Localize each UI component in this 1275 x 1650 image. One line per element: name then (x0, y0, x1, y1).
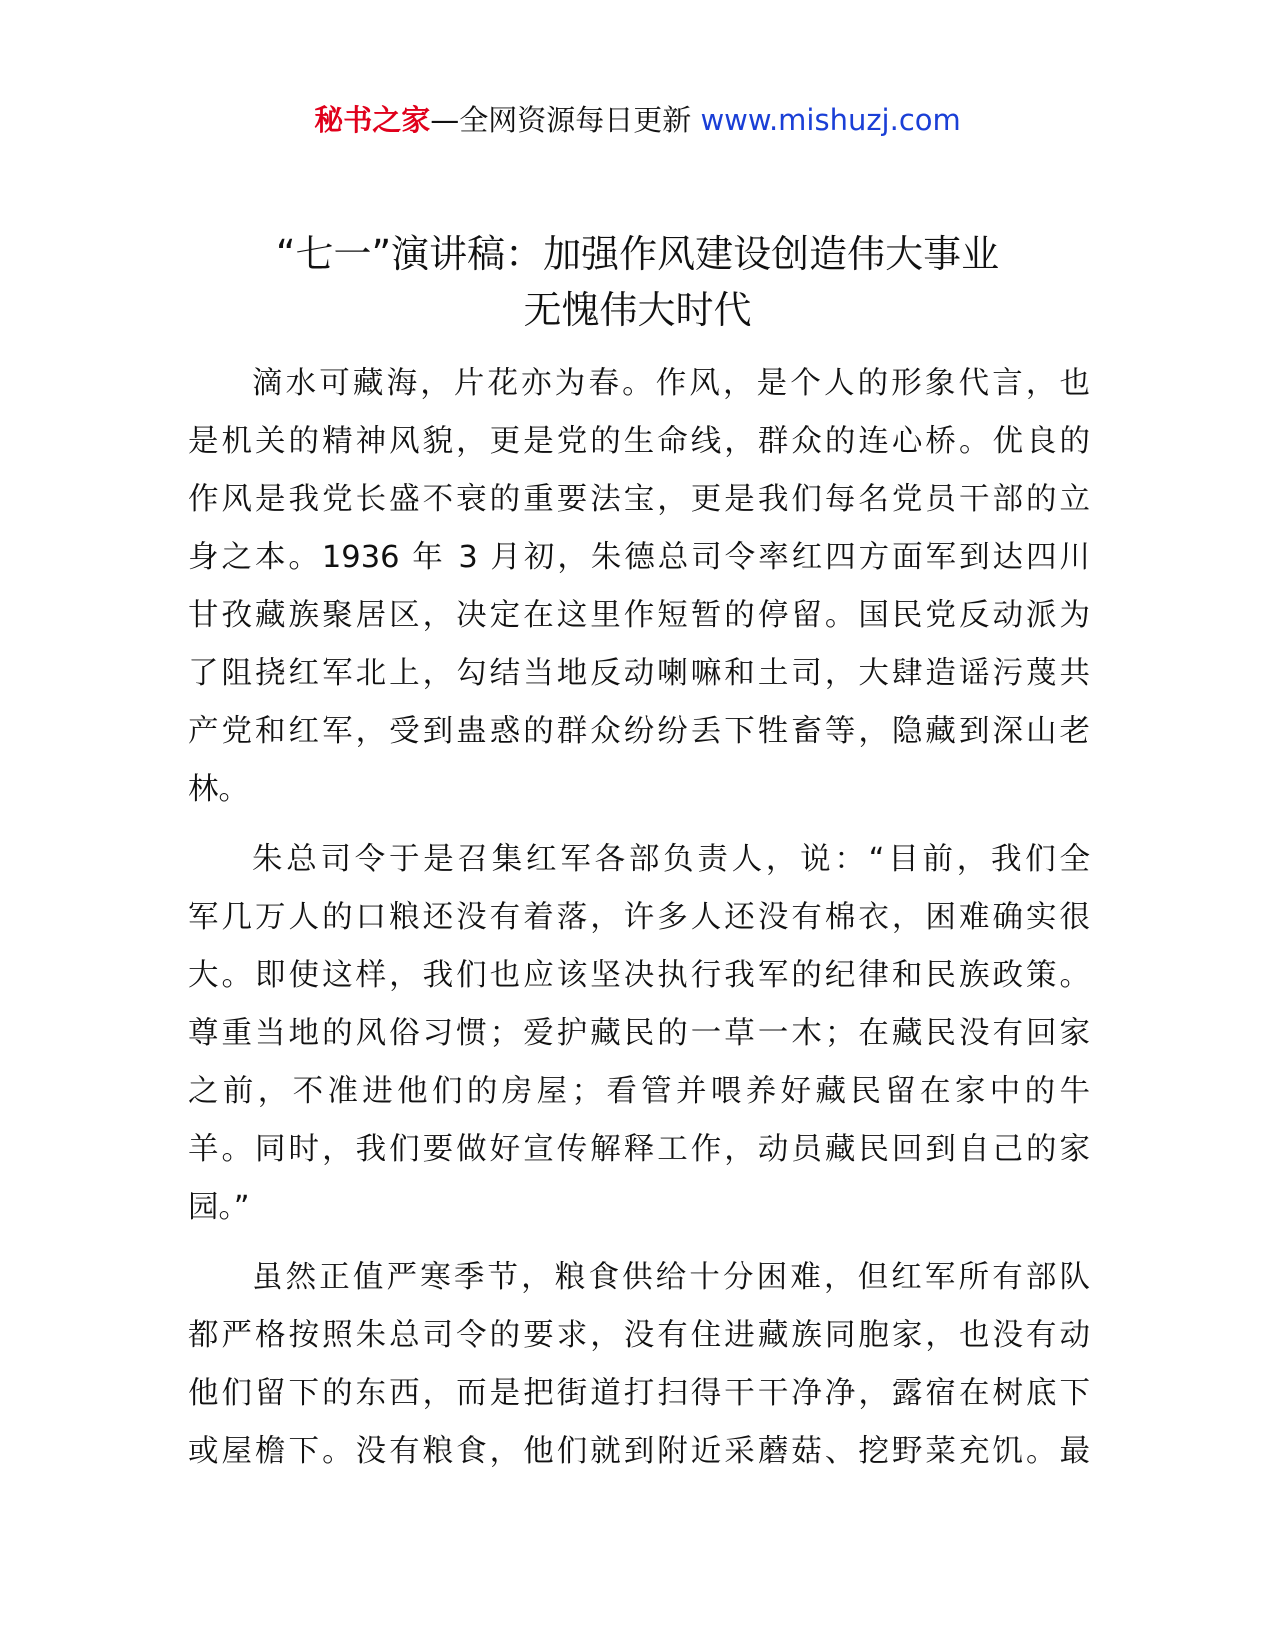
text-line: 大。即使这样，我们也应该坚决执行我军的纪律和民族政策。 (188, 958, 1090, 993)
document-title (160, 226, 1115, 338)
text-line: 作风是我党长盛不衰的重要法宝，更是我们每名党员干部的立 (188, 482, 1090, 517)
text-line: 林。 (188, 772, 249, 807)
text-line: 之前，不准进他们的房屋；看管并喂养好藏民留在家中的牛 (188, 1074, 1090, 1109)
text-line: 尊重当地的风俗习惯；爱护藏民的一草一木；在藏民没有回家 (188, 1016, 1090, 1051)
text-line: 他们留下的东西，而是把街道打扫得干干净净，露宿在树底下 (188, 1376, 1090, 1411)
text-line: 滴水可藏海，片花亦为春。作风，是个人的形象代言，也 (252, 366, 1090, 401)
text-line: 身之本。1936 年 3 月初，朱德总司令率红四方面军到达四川 (188, 540, 1090, 575)
text-line: 都严格按照朱总司令的要求，没有住进藏族同胞家，也没有动 (188, 1318, 1090, 1353)
document-body (188, 355, 1090, 1493)
text-line: 羊。同时，我们要做好宣传解释工作，动员藏民回到自己的家 (188, 1132, 1090, 1167)
text-line: 是机关的精神风貌，更是党的生命线，群众的连心桥。优良的 (188, 424, 1090, 459)
site-brand: 秘书之家 (314, 103, 431, 137)
title-line: “七一”演讲稿：加强作风建设创造伟大事业 (275, 232, 1000, 276)
site-header (0, 100, 1275, 140)
site-url-link[interactable]: www.mishuzj.com (700, 103, 961, 137)
text-line: 甘孜藏族聚居区，决定在这里作短暂的停留。国民党反动派为 (188, 598, 1090, 633)
text-line: 园。” (188, 1190, 250, 1225)
text-line: 或屋檐下。没有粮食，他们就到附近采蘑菇、挖野菜充饥。最 (188, 1434, 1090, 1469)
text-line: 军几万人的口粮还没有着落，许多人还没有棉衣，困难确实很 (188, 900, 1090, 935)
title-line: 无愧伟大时代 (523, 288, 752, 332)
paragraph (188, 1249, 1090, 1481)
text-line: 虽然正值严寒季节，粮食供给十分困难，但红军所有部队 (252, 1260, 1090, 1295)
paragraph (188, 831, 1090, 1237)
text-line: 朱总司令于是召集红军各部负责人，说：“目前，我们全 (252, 842, 1090, 877)
text-line: 了阻挠红军北上，勾结当地反动喇嘛和土司，大肆造谣污蔑共 (188, 656, 1090, 691)
paragraph (188, 355, 1090, 819)
site-tagline: —全网资源每日更新 (430, 103, 701, 137)
text-line: 产党和红军，受到蛊惑的群众纷纷丢下牲畜等，隐藏到深山老 (188, 714, 1090, 749)
